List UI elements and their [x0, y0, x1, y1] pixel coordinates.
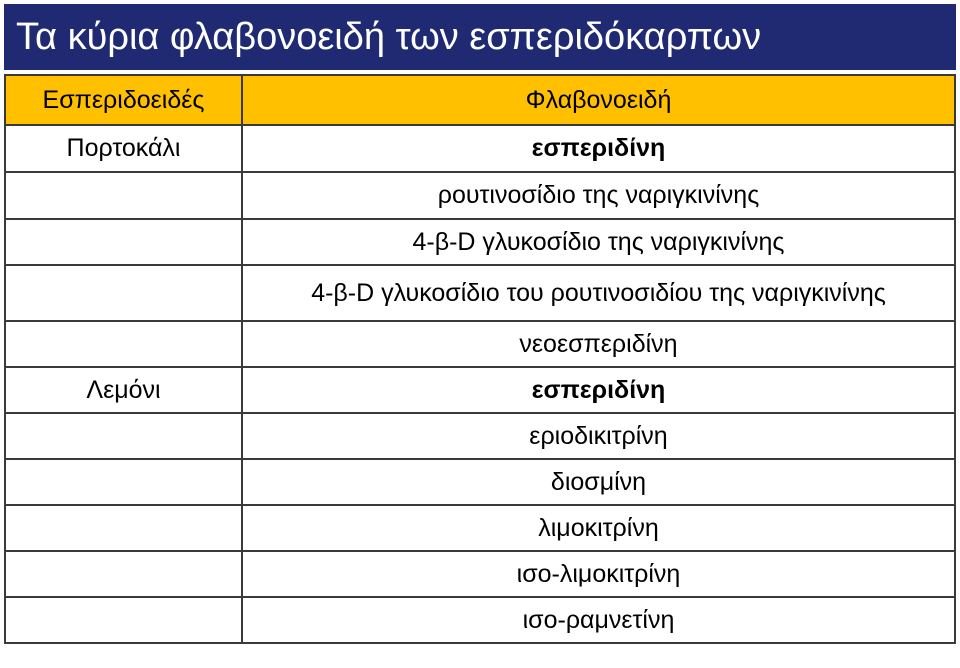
citrus-lemon: Λεμόνι [5, 367, 242, 413]
table-row [5, 597, 955, 643]
table-row [5, 459, 955, 505]
flavonoid-cell: ρουτινοσίδιο της ναριγκινίνης [242, 172, 955, 219]
table-row [5, 413, 955, 459]
page-title: Τα κύρια φλαβονοειδή των εσπεριδόκαρπων [16, 16, 762, 58]
table-row [5, 321, 955, 367]
table-header-row [5, 75, 955, 125]
empty-cell [5, 219, 242, 265]
empty-cell [5, 597, 242, 643]
flavonoids-table [4, 74, 956, 644]
title-bar [4, 4, 956, 70]
flavonoid-cell: νεοεσπεριδίνη [242, 321, 955, 367]
table-row [5, 219, 955, 265]
empty-cell [5, 459, 242, 505]
table-row [5, 505, 955, 551]
flavonoid-cell: 4-β-D γλυκοσίδιο του ρουτινοσιδίου της ναριγκινίνης [242, 265, 955, 321]
table-row [5, 551, 955, 597]
table-row [5, 265, 955, 321]
citrus-orange: Πορτοκάλι [5, 125, 242, 172]
empty-cell [5, 265, 242, 321]
table-row [5, 125, 955, 172]
flavonoid-cell: εσπεριδίνη [242, 125, 955, 172]
header-citrus: Εσπεριδοειδές [5, 75, 242, 125]
empty-cell [5, 413, 242, 459]
empty-cell [5, 172, 242, 219]
table-row [5, 367, 955, 413]
flavonoid-cell: εριοδικιτρίνη [242, 413, 955, 459]
table-row [5, 172, 955, 219]
flavonoid-cell: 4-β-D γλυκοσίδιο της ναριγκινίνης [242, 219, 955, 265]
flavonoid-cell: διοσμίνη [242, 459, 955, 505]
flavonoid-cell: ισο-ραμνετίνη [242, 597, 955, 643]
header-flavonoids: Φλαβονοειδή [242, 75, 955, 125]
empty-cell [5, 551, 242, 597]
flavonoid-cell: ισο-λιμοκιτρίνη [242, 551, 955, 597]
flavonoid-cell: λιμοκιτρίνη [242, 505, 955, 551]
flavonoid-cell: εσπεριδίνη [242, 367, 955, 413]
empty-cell [5, 505, 242, 551]
empty-cell [5, 321, 242, 367]
